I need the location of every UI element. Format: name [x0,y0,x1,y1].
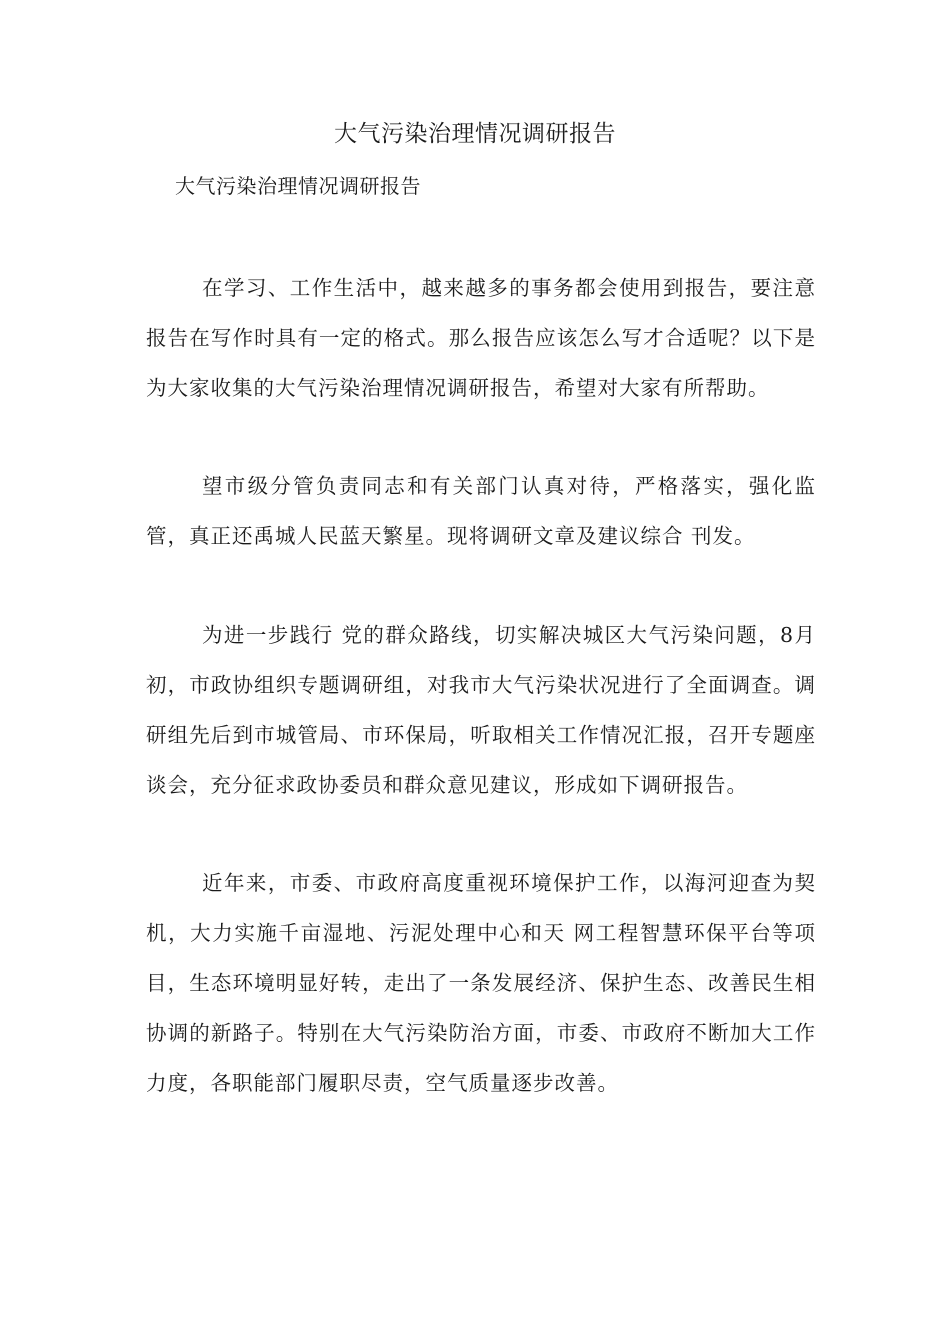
paragraph-instruction: 望市级分管负责同志和有关部门认真对待，严格落实，强化监管，真正还禹城人民蓝天繁星。现将调研文章及建议综合 刊发。 [146,474,816,548]
document-title: 大气污染治理情况调研报告 [334,121,616,147]
paragraph-background: 近年来，市委、市政府高度重视环境保护工作，以海河迎查为契机，大力实施千亩湿地、污泥处理中心和天 网工程智慧环保平台等项目，生态环境明显好转，走出了一条发展经济、保护生态、改善民生相协调的新路子。特别在大气污染防治方面，市委、市政府不断加大工作力度，各职能部门履职尽责，空气质量逐步改善。 [146,871,816,1095]
document-subtitle: 大气污染治理情况调研报告 [175,174,421,198]
paragraph-intro: 在学习、工作生活中，越来越多的事务都会使用到报告，要注意报告在写作时具有一定的格式。那么报告应该怎么写才合适呢？以下是为大家收集的大气污染治理情况调研报告，希望对大家有所帮助。 [146,276,816,400]
paragraph-investigation: 为进一步践行 党的群众路线，切实解决城区大气污染问题，8月初，市政协组织专题调研组，对我市大气污染状况进行了全面调查。调研组先后到市城管局、市环保局，听取相关工作情况汇报，召开专题座谈会，充分征求政协委员和群众意见建议，形成如下调研报告。 [146,623,816,797]
